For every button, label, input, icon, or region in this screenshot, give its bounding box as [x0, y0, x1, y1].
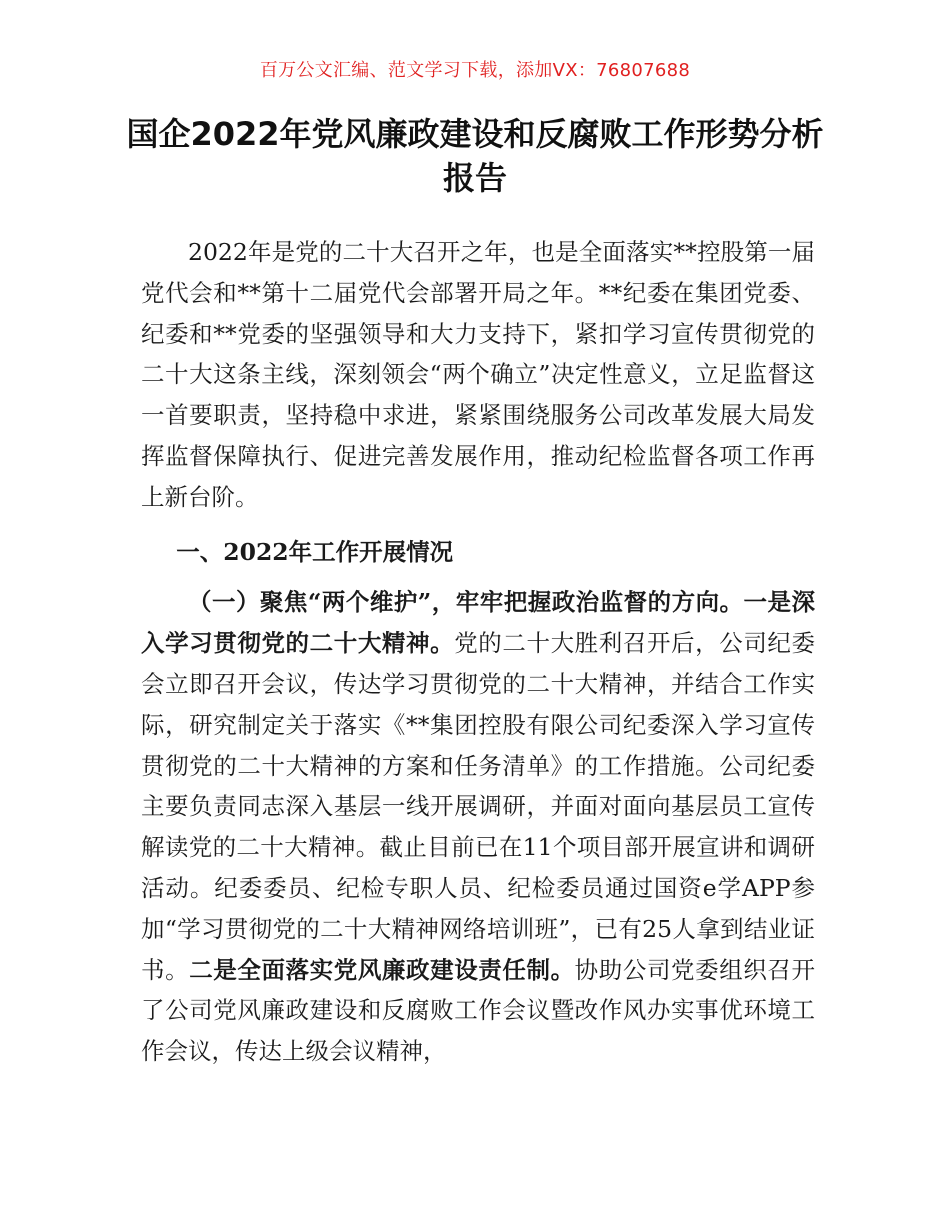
subsection-heading: （一）聚焦“两个维护”，牢牢把握政治监督的方向。 [188, 588, 744, 617]
header-promo-note: 百万公文汇编、范文学习下载，添加VX：76807688 [259, 60, 691, 81]
document-title: 国企2022年党风廉政建设和反腐败工作形势分析报告 [126, 115, 824, 197]
body-paragraph [141, 582, 815, 1072]
document-body [141, 232, 815, 1086]
point-text: 协助公司党委组织召开了公司党风廉政建设和反腐败工作会议暨改作风办实事优环境工作会议，传达上级会议精神， [141, 955, 816, 1066]
point-text: 党的二十大胜利召开后，公司纪委会立即召开会议，传达学习贯彻党的二十大精神，并结合工作实际，研究制定关于落实《**集团控股有限公司纪委深入学习宣传贯彻党的二十大精神的方案和任务清单》的工作措施。公司纪委主要负责同志深入基层一线开展调研，并面对面向基层员工宣传解读党的二十大精神。截止目前已在11个项目部开展宣讲和调研活动。纪委委员、纪检专职人员、纪检委员通过国资e学APP参加“学习贯彻党的二十大精神网络培训班”，已有25人拿到结业证书。 [141, 629, 816, 984]
point-lead: 二是全面落实党风廉政建设责任制。 [189, 955, 575, 984]
intro-paragraph: 2022年是党的二十大召开之年，也是全面落实**控股第一届党代会和**第十二届党代会部署开局之年。**纪委在集团党委、纪委和**党委的坚强领导和大力支持下，紧扣学习宣传贯彻党的二十大这条主线，深刻领会“两个确立”决定性意义，立足监督这一首要职责，坚持稳中求进，紧紧围绕服务公司改革发展大局发挥监督保障执行、促进完善发展作用，推动纪检监督各项工作再上新台阶。 [141, 238, 815, 511]
section-heading: 一、2022年工作开展情况 [176, 537, 454, 566]
point-lead: 一是深入学习贯彻党的二十大精神。 [141, 588, 815, 658]
